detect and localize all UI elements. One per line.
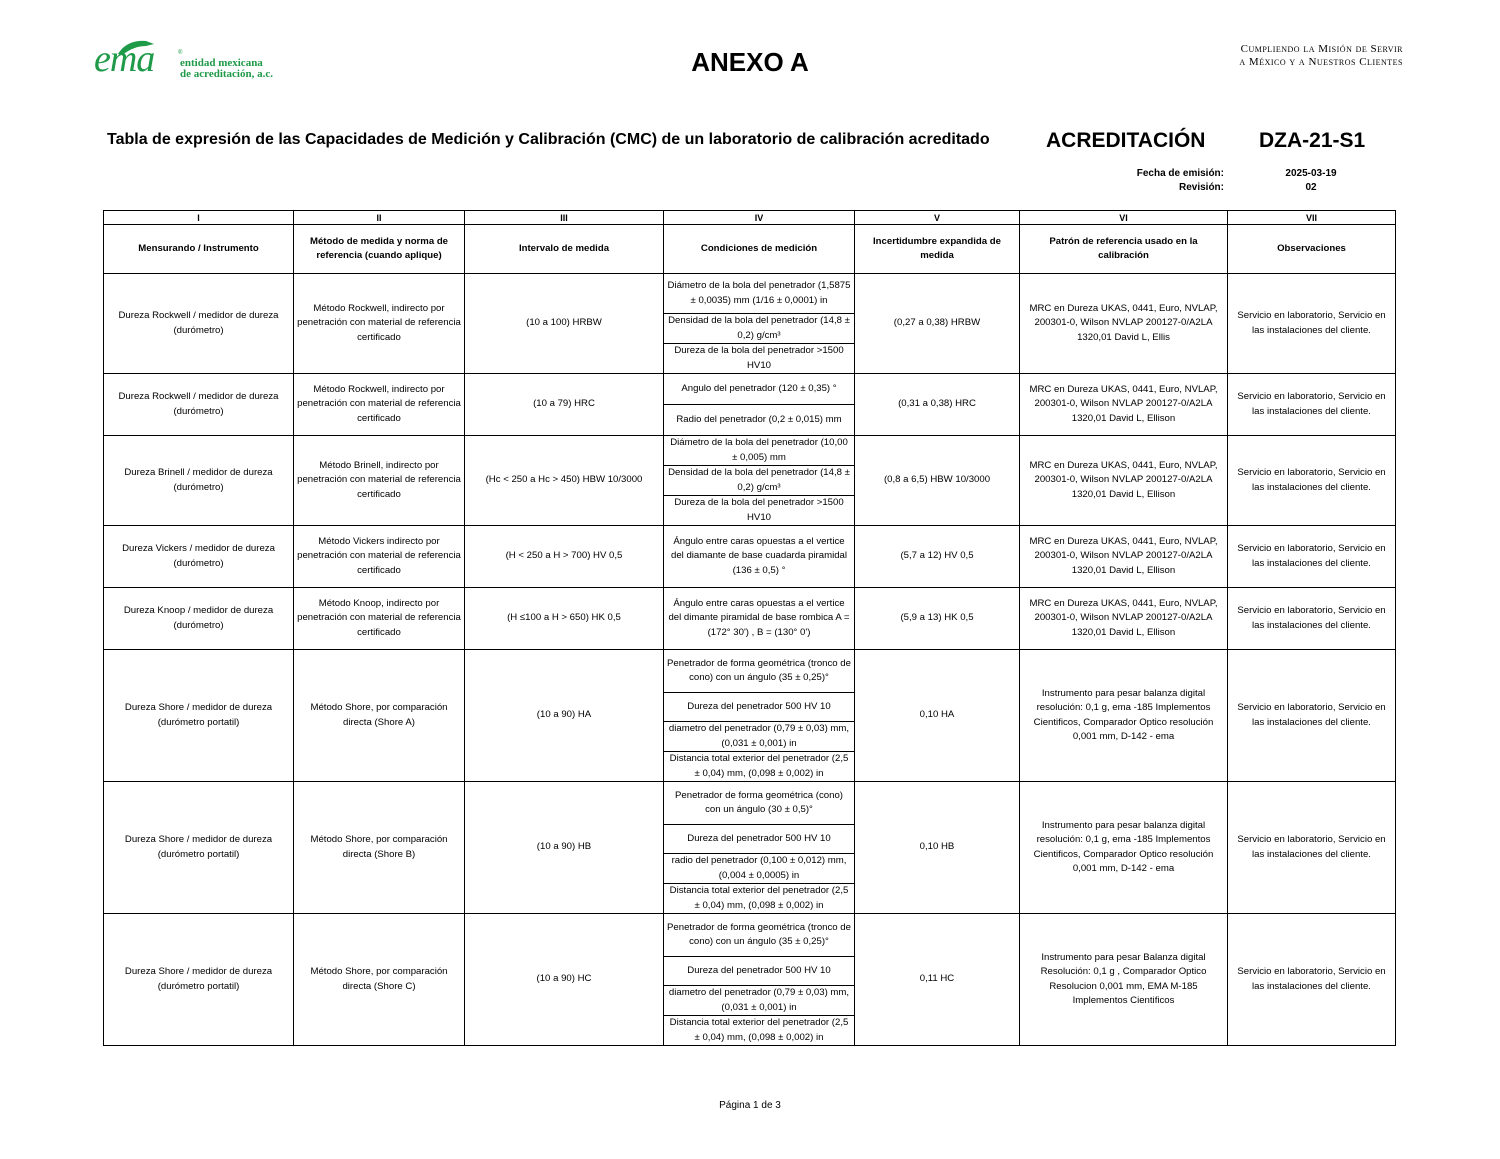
- cell-incertidumbre: (5,7 a 12) HV 0,5: [855, 526, 1020, 588]
- cell-patron: Instrumento para pesar balanza digital resolución: 0,1 g, ema -185 Implementos Cientificos, Comparador Optico resolución 0,001 mm, D-142 - ema: [1020, 650, 1228, 782]
- cmc-table-body: [104, 211, 1396, 1046]
- cell-condicion: Radio del penetrador (0,2 ± 0,015) mm: [664, 405, 855, 436]
- table-row: [104, 274, 1396, 314]
- cell-condicion: diametro del penetrador (0,79 ± 0,03) mm, (0,031 ± 0,001) in: [664, 722, 855, 752]
- revision-label: Revisión:: [1178, 182, 1224, 193]
- cell-patron: Instrumento para pesar balanza digital resolución: 0,1 g, ema -185 Implementos Cientificos, Comparador Optico resolución 0,001 mm, D-142 - ema: [1020, 782, 1228, 914]
- fecha-label: Fecha de emisión:: [1136, 168, 1224, 179]
- cell-observaciones: Servicio en laboratorio, Servicio en las instalaciones del cliente.: [1228, 782, 1396, 914]
- roman-col-4: IV: [664, 211, 855, 225]
- table-row: [104, 588, 1396, 650]
- cell-intervalo: (10 a 100) HRBW: [465, 274, 664, 374]
- cell-condicion: Diámetro de la bola del penetrador (1,5875 ± 0,0035) mm (1/16 ± 0,0001) in: [664, 274, 855, 314]
- cell-observaciones: Servicio en laboratorio, Servicio en las instalaciones del cliente.: [1228, 374, 1396, 436]
- cell-metodo: Método Rockwell, indirecto por penetración con material de referencia certificado: [294, 374, 465, 436]
- logo-text-line2: de acreditación, a.c.: [180, 68, 273, 80]
- cell-condicion: Dureza del penetrador 500 HV 10: [664, 825, 855, 854]
- cell-metodo: Método Brinell, indirecto por penetración con material de referencia certificado: [294, 436, 465, 526]
- cell-instrumento: Dureza Shore / medidor de dureza (durómetro portatil): [104, 914, 294, 1046]
- cell-intervalo: (10 a 90) HB: [465, 782, 664, 914]
- cell-metodo: Método Shore, por comparación directa (Shore B): [294, 782, 465, 914]
- cmc-table: [103, 210, 1396, 1046]
- cell-intervalo: (H < 250 a H > 700) HV 0,5: [465, 526, 664, 588]
- cell-condicion: diametro del penetrador (0,79 ± 0,03) mm, (0,031 ± 0,001) in: [664, 986, 855, 1016]
- cell-observaciones: Servicio en laboratorio, Servicio en las instalaciones del cliente.: [1228, 436, 1396, 526]
- header-patron: Patrón de referencia usado en la calibración: [1020, 225, 1228, 274]
- cell-intervalo: (Hc < 250 a Hc > 450) HBW 10/3000: [465, 436, 664, 526]
- header-incertidumbre: Incertidumbre expandida de medida: [855, 225, 1020, 274]
- roman-col-6: VI: [1020, 211, 1228, 225]
- cell-patron: MRC en Dureza UKAS, 0441, Euro, NVLAP, 200301-0, Wilson NVLAP 200127-0/A2LA 1320,01 David L, Ellison: [1020, 526, 1228, 588]
- cell-incertidumbre: 0,10 HA: [855, 650, 1020, 782]
- cell-instrumento: Dureza Rockwell / medidor de dureza (durómetro): [104, 374, 294, 436]
- cell-condicion: Dureza del penetrador 500 HV 10: [664, 957, 855, 986]
- cell-condicion: Penetrador de forma geométrica (cono) con un ángulo (30 ± 0,5)°: [664, 782, 855, 825]
- cell-condicion: Densidad de la bola del penetrador (14,8 ± 0,2) g/cm³: [664, 466, 855, 496]
- cell-condicion: Distancia total exterior del penetrador (2,5 ± 0,04) mm, (0,098 ± 0,002) in: [664, 884, 855, 914]
- cell-intervalo: (10 a 79) HRC: [465, 374, 664, 436]
- table-row: [104, 374, 1396, 405]
- roman-col-7: VII: [1228, 211, 1396, 225]
- cell-condicion: Dureza de la bola del penetrador >1500 HV10: [664, 344, 855, 374]
- cell-condicion: Penetrador de forma geométrica (tronco de cono) con un ángulo (35 ± 0,25)°: [664, 650, 855, 693]
- cell-instrumento: Dureza Vickers / medidor de dureza (durómetro): [104, 526, 294, 588]
- cell-condicion: Ángulo entre caras opuestas a el vertice del diamante de base cuadarda piramidal (136 ± 0,5) °: [664, 526, 855, 588]
- cell-metodo: Método Vickers indirecto por penetración con material de referencia certificado: [294, 526, 465, 588]
- cell-condicion: radio del penetrador (0,100 ± 0,012) mm, (0,004 ± 0,0005) in: [664, 854, 855, 884]
- table-row: [104, 782, 1396, 825]
- cell-instrumento: Dureza Knoop / medidor de dureza (durómetro): [104, 588, 294, 650]
- cell-metodo: Método Shore, por comparación directa (Shore A): [294, 650, 465, 782]
- cell-intervalo: (10 a 90) HA: [465, 650, 664, 782]
- cell-patron: MRC en Dureza UKAS, 0441, Euro, NVLAP, 200301-0, Wilson NVLAP 200127-0/A2LA 1320,01 David L, Ellis: [1020, 274, 1228, 374]
- cell-incertidumbre: (0,31 a 0,38) HRC: [855, 374, 1020, 436]
- header-condiciones: Condiciones de medición: [664, 225, 855, 274]
- cell-condicion: Diámetro de la bola del penetrador (10,00 ± 0,005) mm: [664, 436, 855, 466]
- table-row: [104, 436, 1396, 466]
- cell-observaciones: Servicio en laboratorio, Servicio en las instalaciones del cliente.: [1228, 914, 1396, 1046]
- cell-patron: MRC en Dureza UKAS, 0441, Euro, NVLAP, 200301-0, Wilson NVLAP 200127-0/A2LA 1320,01 David L, Ellison: [1020, 588, 1228, 650]
- cell-condicion: Distancia total exterior del penetrador (2,5 ± 0,04) mm, (0,098 ± 0,002) in: [664, 1016, 855, 1046]
- page-footer: Página 1 de 3: [719, 1100, 781, 1111]
- cell-patron: MRC en Dureza UKAS, 0441, Euro, NVLAP, 200301-0, Wilson NVLAP 200127-0/A2LA 1320,01 David L, Ellison: [1020, 436, 1228, 526]
- cell-incertidumbre: (0,27 a 0,38) HRBW: [855, 274, 1020, 374]
- header-metodo: Método de medida y norma de referencia (cuando aplique): [294, 225, 465, 274]
- cell-incertidumbre: (0,8 a 6,5) HBW 10/3000: [855, 436, 1020, 526]
- cell-incertidumbre: 0,11 HC: [855, 914, 1020, 1046]
- cell-condicion: Dureza de la bola del penetrador >1500 HV10: [664, 496, 855, 526]
- cell-instrumento: Dureza Rockwell / medidor de dureza (durómetro): [104, 274, 294, 374]
- column-header-row: [104, 225, 1396, 274]
- cell-metodo: Método Shore, por comparación directa (Shore C): [294, 914, 465, 1046]
- cell-condicion: Ángulo entre caras opuestas a el vertice del dimante piramidal de base rombica A = (172° 30') , B = (130° 0'): [664, 588, 855, 650]
- roman-col-3: III: [465, 211, 664, 225]
- document-subtitle: Tabla de expresión de las Capacidades de Medición y Calibración (CMC) de un laboratorio de calibración acreditado: [107, 131, 990, 148]
- acreditacion-label: ACREDITACIÓN: [1046, 129, 1206, 152]
- table-row: [104, 914, 1396, 957]
- cell-patron: Instrumento para pesar Balanza digital Resolución: 0,1 g , Comparador Optico Resolucion 0,001 mm, EMA M-185 Implementos Cientificos: [1020, 914, 1228, 1046]
- table-row: [104, 650, 1396, 693]
- revision-value: 02: [1305, 182, 1317, 193]
- cell-condicion: Dureza del penetrador 500 HV 10: [664, 693, 855, 722]
- roman-header-row: [104, 211, 1396, 225]
- header-instrumento: Mensurando / Instrumento: [104, 225, 294, 274]
- motto-line1: Cumpliendo la Misión de Servir: [1240, 43, 1403, 55]
- cell-condicion: Angulo del penetrador (120 ± 0,35) °: [664, 374, 855, 405]
- cell-instrumento: Dureza Brinell / medidor de dureza (durómetro): [104, 436, 294, 526]
- cell-incertidumbre: (5,9 a 13) HK 0,5: [855, 588, 1020, 650]
- cell-patron: MRC en Dureza UKAS, 0441, Euro, NVLAP, 200301-0, Wilson NVLAP 200127-0/A2LA 1320,01 David L, Ellison: [1020, 374, 1228, 436]
- roman-col-1: I: [104, 211, 294, 225]
- roman-col-5: V: [855, 211, 1020, 225]
- page-title: ANEXO A: [691, 47, 809, 77]
- header-intervalo: Intervalo de medida: [465, 225, 664, 274]
- cell-metodo: Método Knoop, indirecto por penetración con material de referencia certificado: [294, 588, 465, 650]
- cell-instrumento: Dureza Shore / medidor de dureza (durómetro portatil): [104, 782, 294, 914]
- accreditation-code: DZA-21-S1: [1259, 129, 1366, 152]
- motto-line2: a México y a Nuestros Clientes: [1239, 56, 1403, 68]
- table-row: [104, 526, 1396, 588]
- cell-condicion: Penetrador de forma geométrica (tronco de cono) con un ángulo (35 ± 0,25)°: [664, 914, 855, 957]
- fecha-value: 2025-03-19: [1285, 168, 1337, 179]
- header-observaciones: Observaciones: [1228, 225, 1396, 274]
- logo-mark: ema: [94, 38, 155, 80]
- cell-metodo: Método Rockwell, indirecto por penetración con material de referencia certificado: [294, 274, 465, 374]
- cell-intervalo: (10 a 90) HC: [465, 914, 664, 1046]
- logo-text-line1: entidad mexicana: [180, 57, 263, 69]
- motto: [1239, 43, 1403, 69]
- cell-condicion: Densidad de la bola del penetrador (14,8 ± 0,2) g/cm³: [664, 314, 855, 344]
- cell-observaciones: Servicio en laboratorio, Servicio en las instalaciones del cliente.: [1228, 650, 1396, 782]
- cell-instrumento: Dureza Shore / medidor de dureza (durómetro portatil): [104, 650, 294, 782]
- roman-col-2: II: [294, 211, 465, 225]
- cell-incertidumbre: 0,10 HB: [855, 782, 1020, 914]
- logo-registered: ®: [178, 50, 183, 56]
- cell-observaciones: Servicio en laboratorio, Servicio en las instalaciones del cliente.: [1228, 274, 1396, 374]
- cell-observaciones: Servicio en laboratorio, Servicio en las instalaciones del cliente.: [1228, 588, 1396, 650]
- cell-condicion: Distancia total exterior del penetrador (2,5 ± 0,04) mm, (0,098 ± 0,002) in: [664, 752, 855, 782]
- cell-intervalo: (H ≤100 a H > 650) HK 0,5: [465, 588, 664, 650]
- cell-observaciones: Servicio en laboratorio, Servicio en las instalaciones del cliente.: [1228, 526, 1396, 588]
